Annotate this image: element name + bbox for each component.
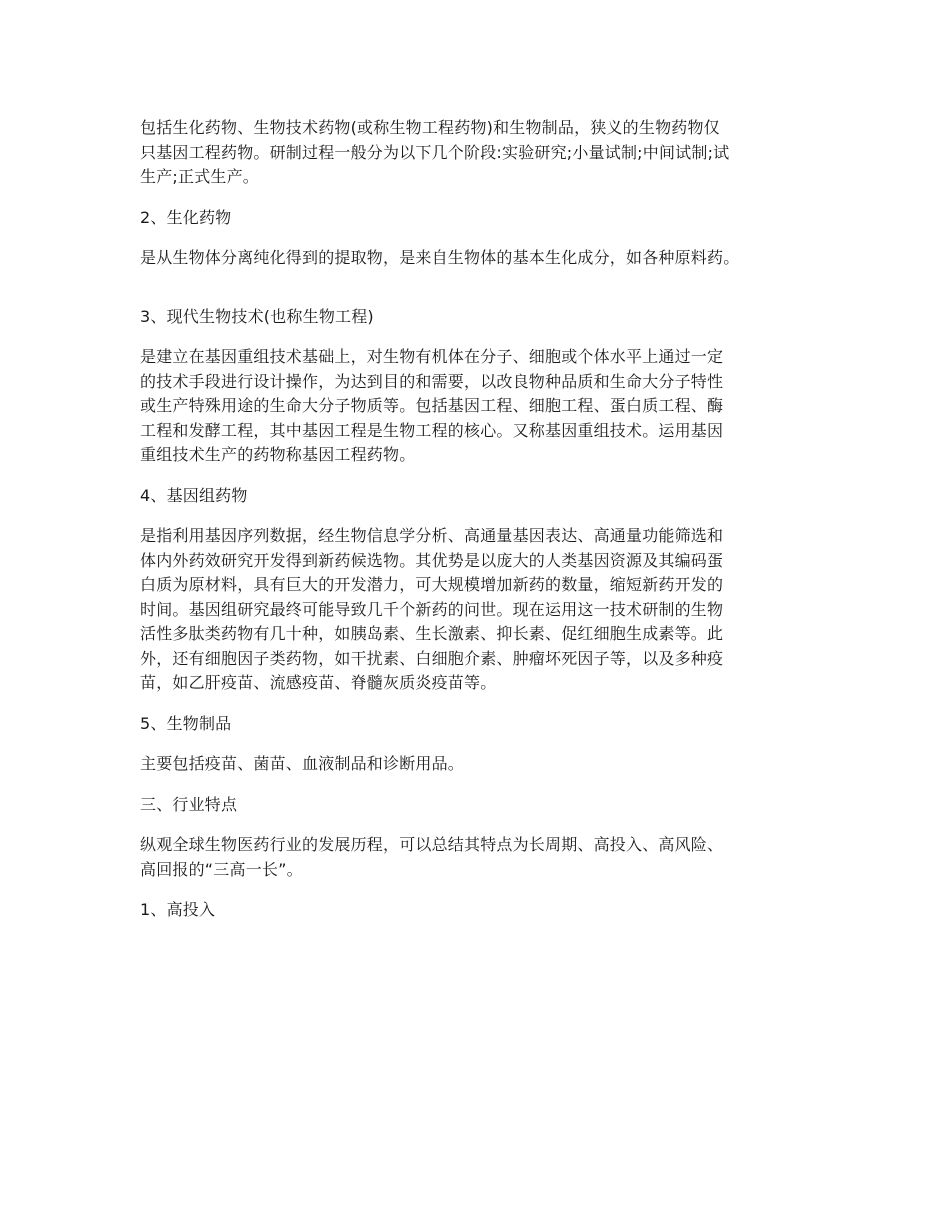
section-5-heading: 5、生物制品 [140,713,232,733]
section-2-heading: 2、生化药物 [140,207,232,227]
section-4-heading: 4、基因组药物 [140,485,248,505]
subsection-1-heading: 1、高投入 [140,900,216,919]
part-3-body: 纵观全球生物医药行业的发展历程，可以总结其特点为长周期、高投入、高风险、 高回报的“三高一长”。 [140,835,724,879]
section-4-body: 是指利用基因序列数据，经生物信息学分析、高通量基因表达、高通量功能筛选和 体内外药效研究开发得到新药候选物。其优势是以庞大的人类基因资源及其编码蛋 白质为原材料，具有巨大的开发潜力，可大规模增加新药的数量，缩短新药开发的 时间。基因组研究最终可能导致几千个新药的问世。现在运用这一技术研制的生物 活性多肽类药物有几十种，如胰岛素、生长激素、抑长素、促红细胞生成素等。此 外，还有细胞因子类药物，如干扰素、白细胞介素、肿瘤坏死因子等，以及多种疫 苗，如乙肝疫苗、流感疫苗、脊髓灰质炎疫苗等。 [140,526,724,692]
section-3-heading: 3、现代生物技术(也称生物工程) [140,306,374,326]
part-3-heading: 三、行业特点 [140,794,238,814]
section-3-body: 是建立在基因重组技术基础上，对生物有机体在分子、细胞或个体水平上通过一定 的技术手段进行设计操作，为达到目的和需要，以改良物种品质和生命大分子特性 或生产特殊用途的生命大分子物质等。包括基因工程、细胞工程、蛋白质工程、酶 工程和发酵工程，其中基因工程是生物工程的核心。又称基因重组技术。运用基因 重组技术生产的药物称基因工程药物。 [140,347,724,464]
document-page [140,116,810,923]
section-2-body: 是从生物体分离纯化得到的提取物，是来自生物体的基本生化成分，如各种原料药。 [140,248,740,267]
section-5-body: 主要包括疫苗、菌苗、血液制品和诊断用品。 [140,754,465,773]
intro-paragraph: 包括生化药物、生物技术药物(或称生物工程药物)和生物制品，狭义的生物药物仅 只基因工程药物。研制过程一般分为以下几个阶段:实验研究;小量试制;中间试制;试 生产;正式生产。 [140,118,730,186]
